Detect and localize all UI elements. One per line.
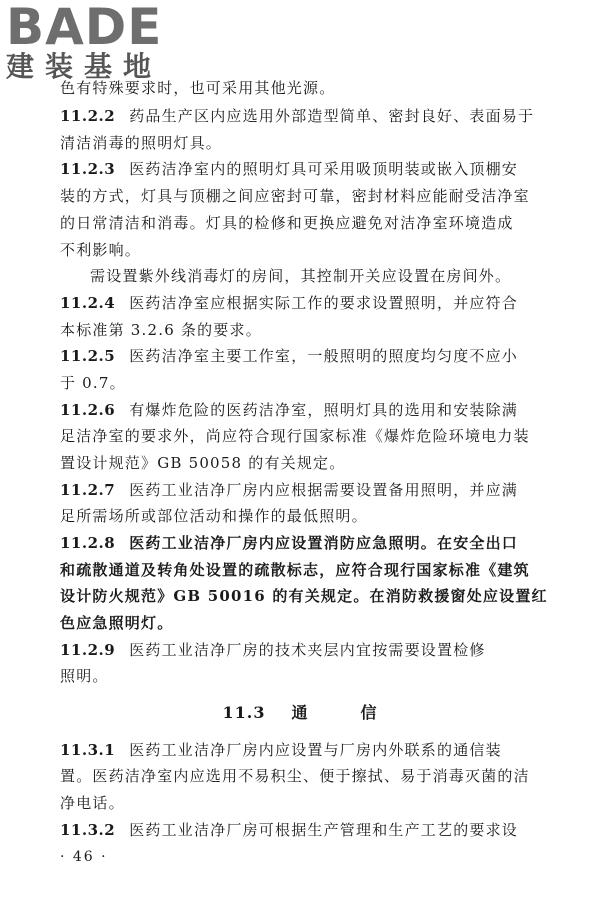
text-line: 置。医药洁净室内应选用不易积尘、便于擦拭、易于消毒灭菌的洁: [60, 767, 530, 785]
text-line: 色有特殊要求时，也可采用其他光源。: [60, 79, 336, 97]
text-line: 的日常清洁和消毒。灯具的检修和更换应避免对洁净室环境造成: [60, 214, 514, 232]
clause-number: 11.2.8: [60, 534, 116, 552]
section-heading-11-3: 11.3 通 信: [222, 703, 378, 722]
clause-11-3-1: 11.3.1 医药工业洁净厂房内应设置与厂房内外联系的通信装: [60, 741, 502, 759]
clause-11-2-3: 11.2.3 医药洁净室内的照明灯具可采用吸顶明装或嵌入顶棚安: [60, 160, 519, 178]
bade-watermark-logo: [6, 0, 178, 92]
clause-11-2-4: 11.2.4 医药洁净室应根据实际工作的要求设置照明，并应符合: [60, 294, 519, 312]
page-number: · 46 ·: [60, 849, 108, 865]
text-line: 足所需场所或部位活动和操作的最低照明。: [60, 507, 368, 525]
clause-11-2-6: 11.2.6 有爆炸危险的医药洁净室，照明灯具的选用和安装除满: [60, 401, 519, 419]
clause-number: 11.2.3: [60, 160, 116, 178]
text-line: 和疏散通道及转角处设置的疏散标志，应符合现行国家标准《建筑: [60, 561, 530, 579]
text-line: 装的方式，灯具与顶棚之间应密封可靠，密封材料应能耐受洁净室: [60, 187, 530, 205]
text-line: 置设计规范》GB 50058 的有关规定。: [60, 454, 346, 472]
clause-11-2-2: 11.2.2 药品生产区内应选用外部造型简单、密封良好、表面易于: [60, 107, 535, 125]
clause-number: 11.2.6: [60, 401, 116, 419]
clause-11-2-5: 11.2.5 医药洁净室主要工作室，一般照明的照度均匀度不应小: [60, 347, 519, 365]
clause-number: 11.3.2: [60, 821, 116, 839]
watermark-brand: [6, 0, 178, 54]
clause-number: 11.2.4: [60, 294, 116, 312]
text-line: 不利影响。: [60, 241, 142, 259]
text-line: 色应急照明灯。: [60, 614, 174, 632]
text-line: 于 0.7。: [60, 374, 126, 392]
clause-11-2-7: 11.2.7 医药工业洁净厂房内应根据需要设置备用照明，并应满: [60, 481, 519, 499]
text-line: 设计防火规范》GB 50016 的有关规定。在消防救援窗处应设置红: [60, 587, 548, 605]
text-line: 净电话。: [60, 794, 125, 812]
clause-number: 11.2.5: [60, 347, 116, 365]
clause-11-3-2: 11.3.2 医药工业洁净厂房可根据生产管理和生产工艺的要求设: [60, 821, 519, 839]
clause-11-2-9: 11.2.9 医药工业洁净厂房的技术夹层内宜按需要设置检修: [60, 641, 486, 659]
text-line: 足洁净室的要求外，尚应符合现行国家标准《爆炸危险环境电力装: [60, 427, 530, 445]
clause-number: 11.2.7: [60, 481, 116, 499]
clause-number: 11.3.1: [60, 741, 116, 759]
clause-number: 11.2.2: [60, 107, 116, 125]
clause-number: 11.2.9: [60, 641, 116, 659]
watermark-brand-text: BADE: [6, 0, 163, 56]
text-line: 清洁消毒的照明灯具。: [60, 134, 223, 152]
text-line: 本标准第 3.2.6 条的要求。: [60, 321, 262, 339]
watermark-subtitle: 建装基地: [6, 50, 163, 83]
clause-11-2-8: 11.2.8 医药工业洁净厂房内应设置消防应急照明。在安全出口: [60, 534, 519, 552]
text-line: 需设置紫外线消毒灯的房间，其控制开关应设置在房间外。: [90, 267, 512, 285]
text-line: 照明。: [60, 667, 109, 685]
